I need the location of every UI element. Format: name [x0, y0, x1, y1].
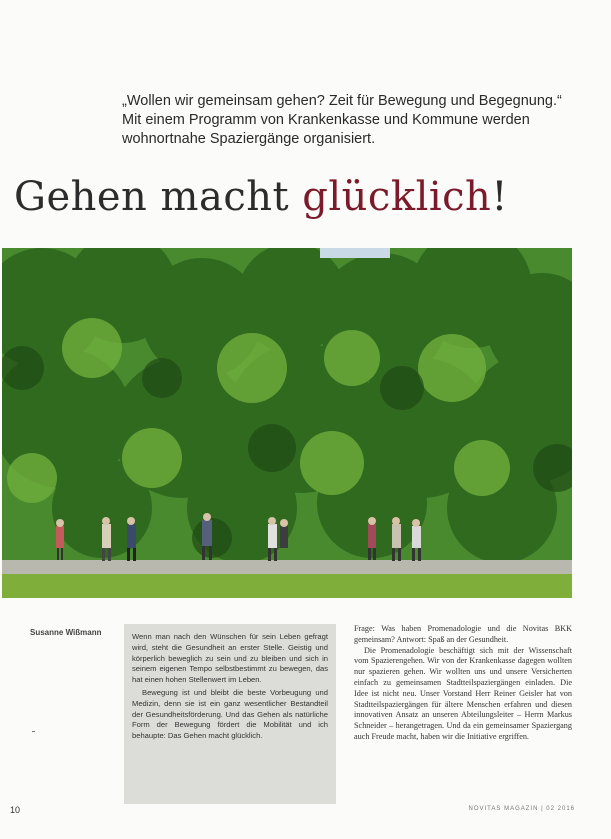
- headline-highlight: glücklich: [302, 174, 492, 220]
- lead-text: „Wollen wir gemeinsam gehen? Zeit für Bewegung und Begegnung.“ Mit einem Programm von Krankenkasse und Kommune werden wohnortnahe Spaziergänge organisiert.: [122, 93, 562, 147]
- intro-box: [124, 624, 336, 804]
- walkers-photo: [2, 248, 572, 598]
- page-number: 10: [10, 805, 21, 815]
- footer-text: NOVITAS MAGAZIN | 02 2016: [468, 806, 575, 812]
- body-paragraph-2: Die Promenadologie beschäftigt sich mit der Wissenschaft vom Spazierengehen. Wir von der Krankenkasse dagegen wollten nur spazieren gehen. Wir wollten uns und unsere Versicherten einfach zu gemeinsamen Stadtteilspaziergängen einladen. Die Idee ist nicht neu. Unser Vorstand Herr Reiner Geisler hat von Stadtteilspaziergängen für ältere Menschen erfahren und diesen innovativen Ansatz an unseren Abteilungsleiter – Herrn Markus Schneider – herangetragen. Und da ein gemeinsamer Spaziergang auch Freude macht, haben wir die Initiative ergriffen.: [354, 645, 572, 741]
- headline-part-1: Gehen macht: [14, 174, 303, 220]
- headline-part-3: !: [491, 174, 508, 220]
- headline: [14, 174, 508, 220]
- author-name: Susanne Wißmann: [30, 628, 102, 637]
- body-text: [354, 624, 572, 743]
- box-paragraph-1: Wenn man nach den Wünschen für sein Leben gefragt wird, steht die Gesundheit an erster Stelle. Geistig und körperlich beweglich zu sein und zu bleiben und sich in seinem eigenen Tempo selbstbestimmt zu bewegen, das hat einen hohen Stellenwert im Leben.: [132, 632, 328, 685]
- box-paragraph-2: Bewegung ist und bleibt die beste Vorbeugung und Medizin, denn sie ist ein ganz wesentlicher Bestandteil der Gesundheitsförderung. Und das Gehen als natürliche Form der Bewegung fördert die Mobilität und ich behaupte: Das Gehen macht glücklich.: [132, 687, 328, 741]
- divider-dash: [32, 731, 35, 732]
- body-paragraph-1: Frage: Was haben Promenadologie und die Novitas BKK gemeinsam? Antwort: Spaß an der Gesundheit.: [354, 624, 572, 644]
